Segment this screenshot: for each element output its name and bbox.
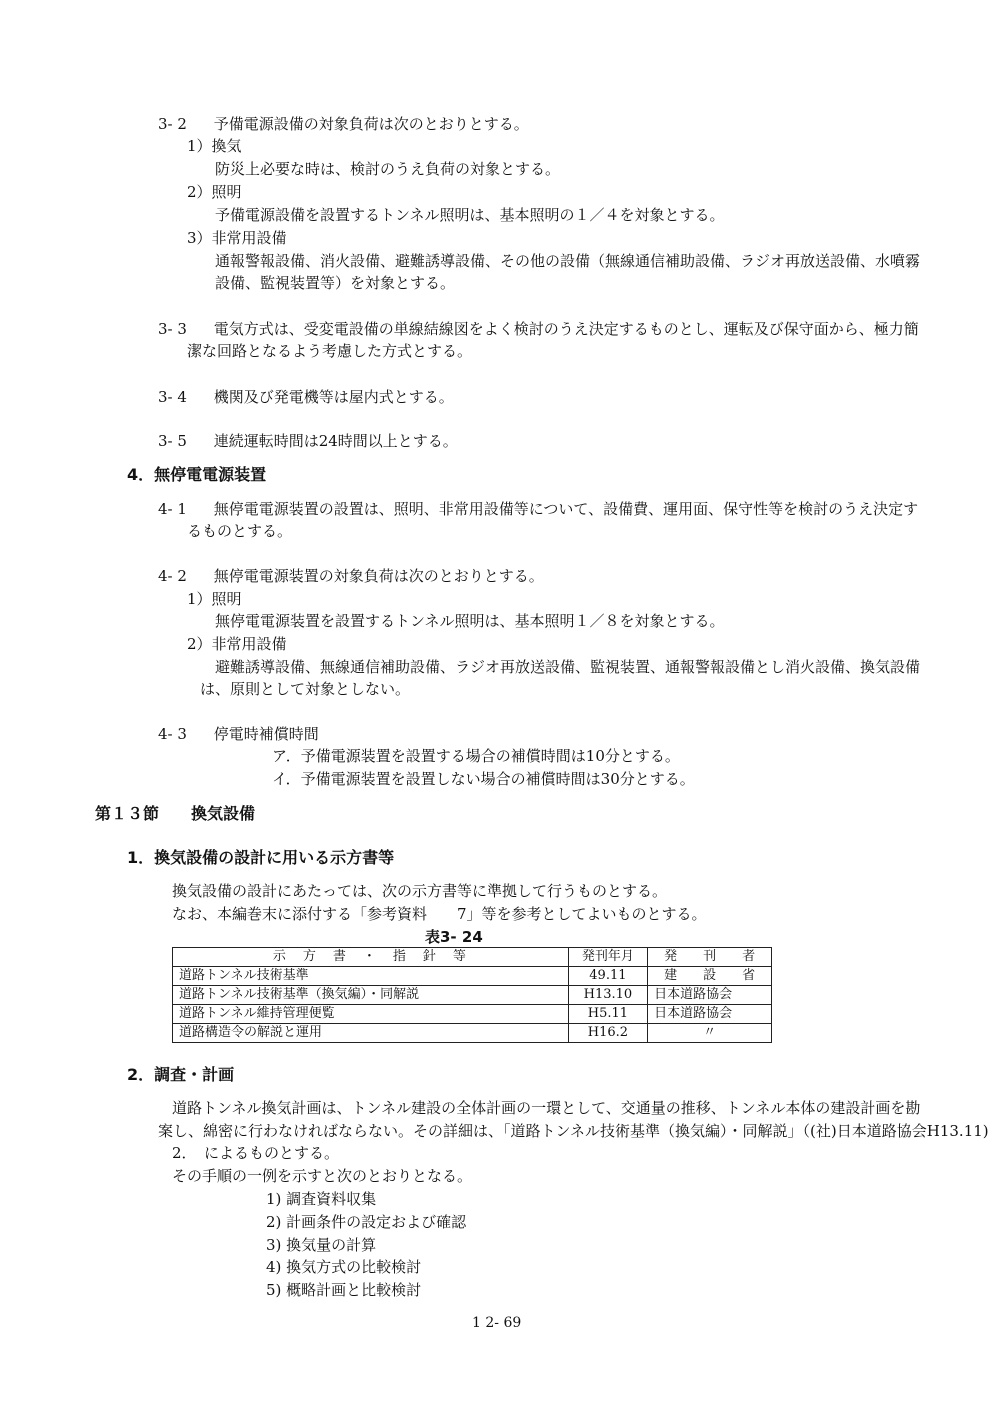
item-compensation-a: ア．予備電源装置を設置する場合の補償時間は10分とする。 (272, 747, 680, 765)
section-number: 3- 2 (158, 115, 187, 133)
section-3-3-cont: 潔な回路となるよう考慮した方式とする。 (187, 342, 473, 360)
item-ups-lighting-body: 無停電電源装置を設置するトンネル照明は、基本照明１／８を対象とする。 (215, 612, 725, 630)
section-text: 電気方式は、受変電設備の単線結線図をよく検討のうえ決定するものとし、運転及び保守面から、極力簡 (213, 320, 919, 338)
paragraph-specs-2: なお、本編巻末に添付する「参考資料 7」等を参考としてよいものとする。 (172, 905, 707, 923)
section-number: 3- 4 (158, 388, 187, 406)
section-number: 4- 1 (158, 500, 187, 518)
table-cell: 道路トンネル維持管理便覧 (173, 1005, 569, 1024)
step-item: 2) 計画条件の設定および確認 (266, 1213, 467, 1231)
step-item: 1) 調査資料収集 (266, 1190, 377, 1208)
item-ups-emergency-body-1: 避難誘導設備、無線通信補助設備、ラジオ再放送設備、監視装置、通報警報設備とし消火設備、換気設備 (215, 658, 921, 676)
section-3-3 (158, 319, 919, 339)
table-row (173, 1024, 772, 1043)
paragraph-procedure: その手順の一例を示すと次のとおりとなる。 (172, 1167, 473, 1185)
section-text: 無停電電源装置の対象負荷は次のとおりとする。 (213, 567, 544, 585)
section-number: 3- 5 (158, 432, 187, 450)
heading-survey-plan: 2．調査・計画 (127, 1065, 235, 1084)
paragraph-plan-1: 道路トンネル換気計画は、トンネル建設の全体計画の一環として、交通量の推移、トンネル本体の建設計画を勘 (172, 1099, 921, 1117)
section-3-5 (158, 431, 458, 451)
table-caption: 表3- 24 (425, 928, 483, 946)
table-cell: 〃 (648, 1024, 772, 1043)
section-number: 4- 2 (158, 567, 187, 585)
header-cell: 発刊年月 (568, 948, 648, 967)
item-lighting-title: 2）照明 (187, 183, 242, 201)
section-number: 3- 3 (158, 320, 187, 338)
section-text: 無停電電源装置の設置は、照明、非常用設備等について、設備費、運用面、保守性等を検討のうえ決定す (213, 500, 919, 518)
section-4-3 (158, 724, 319, 744)
item-compensation-i: イ．予備電源装置を設置しない場合の補償時間は30分とする。 (272, 770, 695, 788)
paragraph-specs-1: 換気設備の設計にあたっては、次の示方書等に準拠して行うものとする。 (172, 882, 668, 900)
paragraph-plan-3: 2． によるものとする。 (172, 1144, 340, 1162)
table-cell: H5.11 (568, 1005, 648, 1024)
table-cell: 道路トンネル技術基準（換気編）・同解説 (173, 986, 569, 1005)
step-item: 5) 概略計画と比較検討 (266, 1281, 422, 1299)
item-ups-lighting-title: 1）照明 (187, 590, 242, 608)
section-text: 予備電源設備の対象負荷は次のとおりとする。 (213, 115, 529, 133)
table-cell: 日本道路協会 (648, 1005, 772, 1024)
header-cell: 示 方 書 ・ 指 針 等 (173, 948, 569, 967)
item-ups-emergency-title: 2）非常用設備 (187, 635, 287, 653)
table-row (173, 986, 772, 1005)
table-cell: H13.10 (568, 986, 648, 1005)
table-cell: 日本道路協会 (648, 986, 772, 1005)
specifications-table (172, 947, 772, 1043)
table-cell: 道路構造令の解説と運用 (173, 1024, 569, 1043)
header-cell: 発 刊 者 (648, 948, 772, 967)
heading-ups: 4．無停電電源装置 (127, 465, 267, 484)
page-number: 1 2- 69 (472, 1315, 522, 1331)
section-text: 停電時補償時間 (213, 725, 319, 743)
item-ups-emergency-body-2: は、原則として対象としない。 (200, 680, 411, 698)
section-text: 連続運転時間は24時間以上とする。 (213, 432, 458, 450)
paragraph-plan-2: 案し、綿密に行わなければならない。その詳細は、「道路トンネル技術基準（換気編）・同解説」（(社)日本道路協会H13.11) (158, 1122, 989, 1140)
item-ventilation-body: 防災上必要な時は、検討のうえ負荷の対象とする。 (215, 160, 561, 178)
section-4-1-cont: るものとする。 (187, 522, 293, 540)
step-item: 4) 換気方式の比較検討 (266, 1258, 422, 1276)
table-row (173, 1005, 772, 1024)
table-cell: 建 設 省 (648, 967, 772, 986)
table-cell: H16.2 (568, 1024, 648, 1043)
heading-specifications: 1．換気設備の設計に用いる示方書等 (127, 848, 395, 867)
table-cell: 49.11 (568, 967, 648, 986)
section-4-2 (158, 566, 544, 586)
step-item: 3) 換気量の計算 (266, 1236, 377, 1254)
item-ventilation-title: 1）換気 (187, 137, 242, 155)
section-3-2 (158, 114, 529, 134)
item-lighting-body: 予備電源設備を設置するトンネル照明は、基本照明の１／４を対象とする。 (215, 206, 725, 224)
section-number: 4- 3 (158, 725, 187, 743)
section-13-title: 第１３節 換気設備 (95, 804, 256, 823)
section-3-4 (158, 387, 454, 407)
item-emergency-body-2: 設備、監視装置等）を対象とする。 (215, 274, 456, 292)
item-emergency-body-1: 通報警報設備、消火設備、避難誘導設備、その他の設備（無線通信補助設備、ラジオ再放送設備、水噴霧 (215, 252, 921, 270)
section-4-1 (158, 499, 918, 519)
item-emergency-title: 3）非常用設備 (187, 229, 287, 247)
table-row (173, 967, 772, 986)
section-text: 機関及び発電機等は屋内式とする。 (213, 388, 454, 406)
table-header-row (173, 948, 772, 967)
table-cell: 道路トンネル技術基準 (173, 967, 569, 986)
